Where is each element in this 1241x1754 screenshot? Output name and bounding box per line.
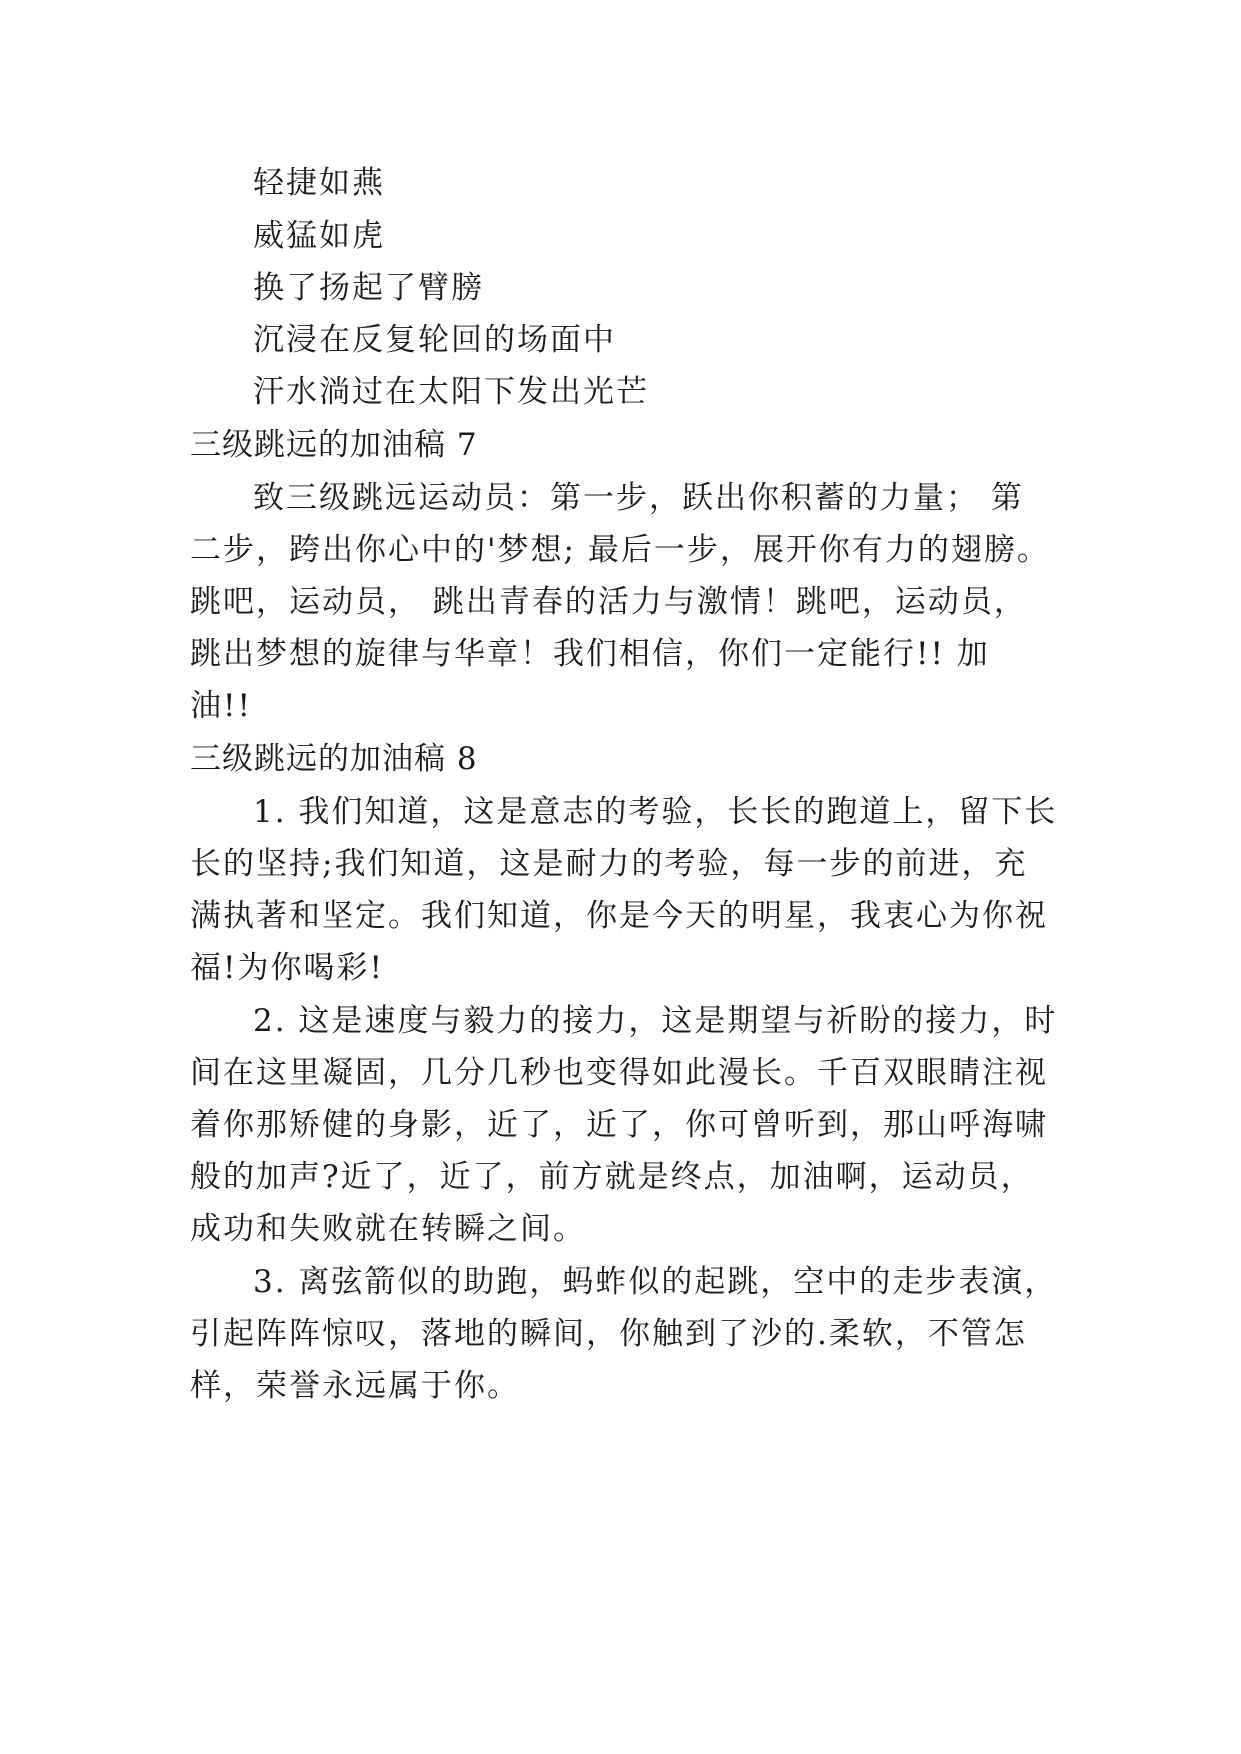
- paragraph-line: 长的坚持;我们知道，这是耐力的考验，每一步的前进，充: [190, 846, 1028, 882]
- paragraph-line: 油!!: [190, 688, 252, 724]
- paragraph-line: 样，荣誉永远属于你。: [190, 1368, 520, 1404]
- poem-line: 汗水淌过在太阳下发出光芒: [253, 374, 649, 410]
- paragraph-line: 引起阵阵惊叹，落地的瞬间，你触到了沙的.柔软，不管怎: [190, 1316, 1027, 1352]
- paragraph-line: 1. 我们知道，这是意志的考验，长长的跑道上，留下长: [253, 794, 1058, 830]
- paragraph-line: 满执著和坚定。我们知道，你是今天的明星，我衷心为你祝: [190, 898, 1048, 934]
- section-heading-8: 三级跳远的加油稿 8: [190, 741, 478, 777]
- paragraph-line: 间在这里凝固，几分几秒也变得如此漫长。千百双眼睛注视: [190, 1055, 1048, 1091]
- poem-line: 轻捷如燕: [253, 165, 385, 201]
- paragraph-line: 着你那矫健的身影，近了，近了，你可曾听到，那山呼海啸: [190, 1107, 1048, 1143]
- poem-line: 换了扬起了臂膀: [253, 270, 484, 306]
- paragraph-line: 般的加声?近了，近了，前方就是终点，加油啊，运动员，: [190, 1159, 1034, 1195]
- paragraph-line: 跳吧，运动员， 跳出青春的活力与激情！跳吧，运动员，: [190, 584, 1027, 620]
- section-heading-7: 三级跳远的加油稿 7: [190, 427, 478, 463]
- paragraph-line: 福!为你喝彩!: [190, 950, 384, 986]
- paragraph-line: 成功和失败就在转瞬之间。: [190, 1211, 586, 1247]
- poem-line: 沉浸在反复轮回的场面中: [253, 322, 616, 358]
- paragraph-line: 致三级跳远运动员：第一步，跃出你积蓄的力量； 第: [253, 480, 1024, 516]
- poem-line: 威猛如虎: [253, 218, 385, 254]
- paragraph-line: 跳出梦想的旋律与华章！我们相信，你们一定能行!! 加: [190, 636, 990, 672]
- paragraph-line: 2. 这是速度与毅力的接力，这是期望与祈盼的接力，时: [253, 1003, 1058, 1039]
- paragraph-line: 二步，跨出你心中的'梦想; 最后一步，展开你有力的翅膀。: [190, 532, 1050, 568]
- paragraph-line: 3. 离弦箭似的助跑，蚂蚱似的起跳，空中的走步表演，: [253, 1264, 1058, 1300]
